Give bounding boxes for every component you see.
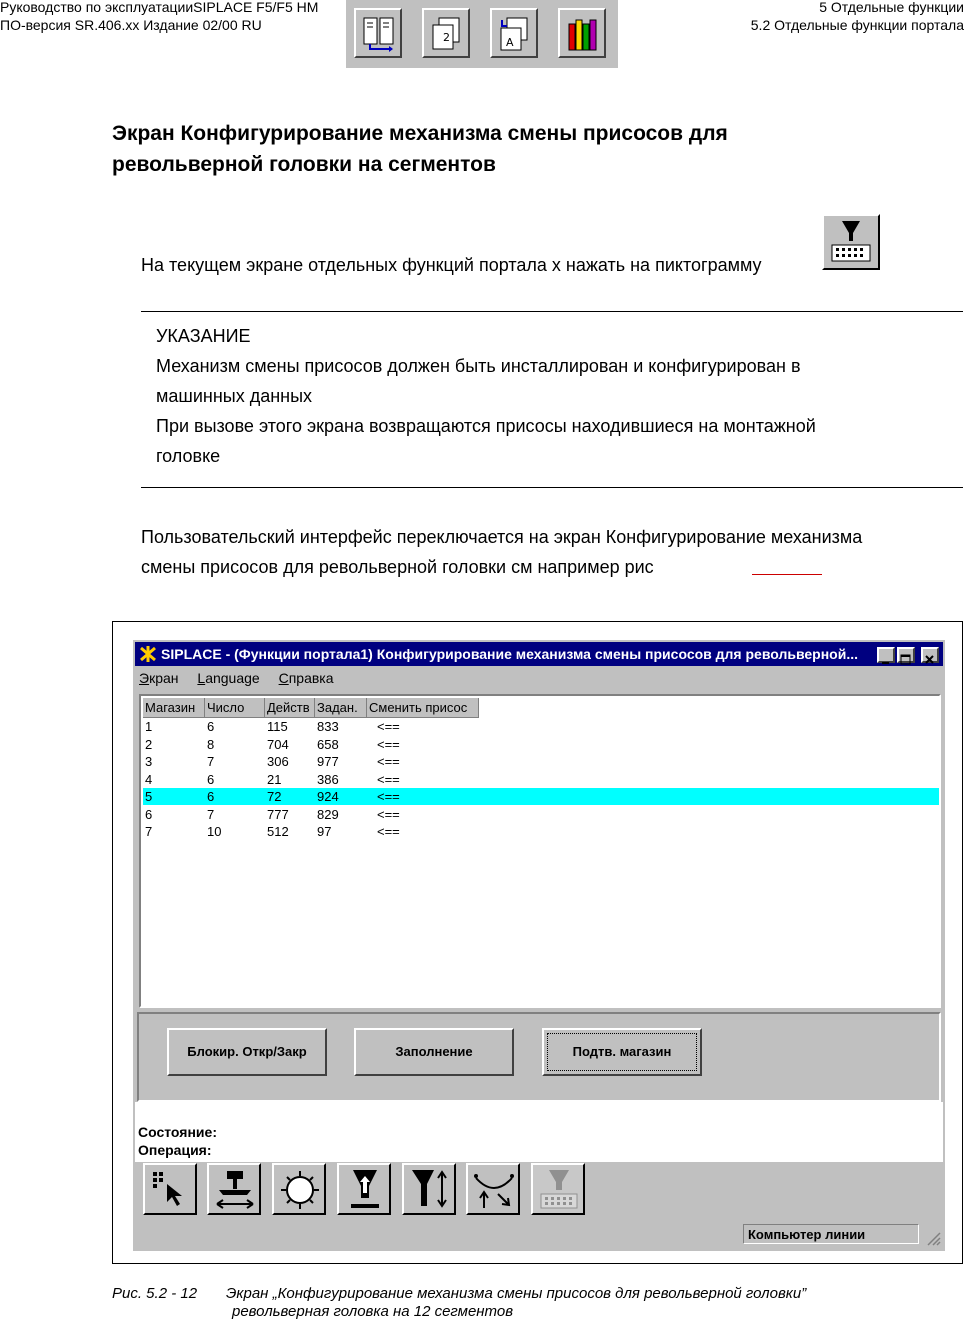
lock-toggle-button[interactable]: Блокир. Откр/Закр: [167, 1028, 327, 1076]
table-cell[interactable]: <==: [377, 806, 400, 822]
nozzle-up-button[interactable]: [337, 1163, 391, 1215]
table-row[interactable]: [143, 718, 939, 735]
table-cell: 924: [317, 789, 339, 804]
column-header-count[interactable]: Число: [205, 698, 265, 718]
table-cell: 7: [207, 754, 215, 769]
table-cell: 97: [317, 824, 332, 839]
table-cell: 7: [145, 824, 153, 839]
select-cursor-icon: [149, 1168, 193, 1212]
status-label: Состояние:: [138, 1124, 217, 1140]
table-cell: 5: [145, 789, 153, 804]
nozzle-up-icon: [343, 1168, 387, 1212]
table-cell[interactable]: <==: [377, 789, 400, 804]
note-line: машинных данных: [156, 386, 313, 406]
minimize-button[interactable]: [877, 647, 895, 663]
revolver-head-icon: [278, 1168, 322, 1212]
head-rotate-icon: [472, 1168, 516, 1212]
table-cell: 72: [267, 789, 282, 804]
table-cell: 512: [267, 824, 289, 839]
confirm-magazine-button[interactable]: Подтв. магазин: [542, 1028, 702, 1076]
table-row[interactable]: [143, 788, 939, 805]
figure-caption-text-line2: револьверная головка на 12 сегментов: [232, 1303, 514, 1320]
table-cell: 6: [145, 806, 153, 822]
note-line: При вызове этого экрана возвращаются присосы находившиеся на монтажной: [156, 416, 816, 436]
glossary-icon: [498, 16, 532, 52]
table-row[interactable]: [143, 753, 939, 770]
nozzle-changer-button[interactable]: [531, 1163, 585, 1215]
maximize-button[interactable]: [897, 647, 915, 663]
table-cell: 1: [145, 719, 153, 734]
column-header-magazine[interactable]: Магазин: [143, 698, 205, 718]
siplace-window: [133, 640, 945, 1251]
page-title: [112, 118, 728, 180]
page-title-line2: револьверной головки на сегментов: [112, 153, 496, 176]
body-paragraph: [141, 522, 862, 582]
table-cell[interactable]: <==: [377, 824, 400, 839]
window-titlebar[interactable]: [135, 642, 943, 666]
note-block: [156, 321, 816, 471]
note-line: головке: [156, 446, 221, 466]
library-icon: [566, 16, 600, 52]
nozzle-changer-icon: [537, 1168, 581, 1212]
column-header-actual[interactable]: Действ: [265, 698, 315, 718]
table-row[interactable]: [143, 823, 939, 840]
head-move-icon: [213, 1168, 257, 1212]
resize-grip-icon[interactable]: [925, 1230, 941, 1246]
note-bottom-rule: [141, 487, 963, 488]
note-line: Механизм смены присосов должен быть инсталлирован и конфигурирован в: [156, 356, 801, 376]
table-cell: 833: [317, 719, 339, 734]
nozzle-height-button[interactable]: [402, 1163, 456, 1215]
figure-caption-text: Экран „Конфигурирование механизма смены присосов для револьверной головки”: [226, 1285, 807, 1302]
menu-help[interactable]: Справка: [278, 670, 334, 686]
table-cell[interactable]: <==: [377, 736, 400, 752]
table-cell: 704: [267, 736, 289, 752]
minimize-icon: [879, 654, 893, 666]
note-title: УКАЗАНИЕ: [156, 326, 251, 346]
paragraph-line: Пользовательский интерфейс переключается на экран Конфигурирование механизма: [141, 527, 863, 547]
figure-link-placeholder[interactable]: [752, 574, 822, 575]
window-title: SIPLACE - (Функции портала1) Конфигурирование механизма смены присосов для револьверной...: [161, 646, 858, 662]
maximize-icon: [899, 654, 913, 666]
glossary-button[interactable]: [490, 8, 538, 58]
magazine-table: [139, 694, 941, 1008]
header-software-version: ПО-версия SR.406.xx Издание 02/00 RU: [0, 17, 262, 33]
close-button[interactable]: [921, 647, 939, 663]
table-cell: 829: [317, 806, 339, 822]
header-section: 5.2 Отдельные функции портала: [750, 17, 964, 33]
nozzle-changer-pictogram: [822, 214, 880, 270]
table-cell: 6: [207, 719, 215, 734]
page-index-icon: [430, 16, 464, 52]
nozzle-height-icon: [408, 1168, 452, 1212]
menu-bar: [139, 668, 349, 688]
svg-text:A: A: [506, 36, 514, 49]
column-header-target[interactable]: Задан.: [315, 698, 367, 718]
navigation-toolbar: [346, 0, 618, 68]
table-cell: 4: [145, 771, 153, 787]
table-cell: 6: [207, 789, 215, 804]
paragraph-line: смены присосов для револьверной головки см например рис: [141, 557, 654, 577]
table-cell: 977: [317, 754, 339, 769]
header-manual-title: Руководство по эксплуатацииSIPLACE F5/F5 HM: [0, 0, 319, 15]
page-title-line1: Экран Конфигурирование механизма смены присосов для: [112, 122, 728, 145]
table-cell: 3: [145, 754, 153, 769]
table-cell: 6: [207, 771, 215, 787]
table-cell: 10: [207, 824, 222, 839]
table-cell: 7: [207, 806, 215, 822]
header-chapter: 5 Отдельные функции: [819, 0, 964, 15]
page-index-button[interactable]: [422, 8, 470, 58]
table-row[interactable]: [143, 736, 939, 753]
table-cell: 21: [267, 771, 282, 787]
nozzle-changer-icon: [828, 219, 874, 265]
table-cell[interactable]: <==: [377, 719, 400, 734]
menu-language[interactable]: Language: [197, 670, 260, 686]
table-cell: 8: [207, 736, 215, 752]
column-header-change-nozzle[interactable]: Сменить присос: [367, 698, 479, 718]
fill-button[interactable]: Заполнение: [354, 1028, 514, 1076]
siplace-app-icon: [139, 646, 157, 662]
table-cell: 306: [267, 754, 289, 769]
instruction-text: На текущем экране отдельных функций портала x нажать на пиктограмму: [141, 255, 762, 275]
table-cell: 115: [267, 719, 288, 734]
head-rotate-button[interactable]: [466, 1163, 520, 1215]
operation-label: Операция:: [138, 1142, 212, 1158]
library-button[interactable]: [558, 8, 606, 58]
statusbar-line-computer: Компьютер линии: [743, 1224, 919, 1244]
table-cell: 2: [145, 736, 153, 752]
menu-screen[interactable]: Экран: [139, 670, 179, 686]
select-tool-button[interactable]: [143, 1163, 197, 1215]
table-row[interactable]: [143, 806, 939, 823]
figure-caption-label: Рис. 5.2 - 12: [112, 1285, 198, 1302]
note-top-rule: [141, 311, 963, 312]
table-cell: 777: [267, 806, 289, 822]
head-move-button[interactable]: [207, 1163, 261, 1215]
contents-icon: [362, 16, 396, 52]
revolver-head-button[interactable]: [272, 1163, 326, 1215]
table-cell: 386: [317, 771, 339, 787]
table-row[interactable]: [143, 771, 939, 788]
table-cell: 658: [317, 736, 339, 752]
svg-text:2: 2: [443, 31, 450, 44]
table-cell[interactable]: <==: [377, 771, 400, 787]
close-icon: [923, 654, 937, 666]
status-area: [135, 1102, 943, 1162]
table-cell[interactable]: <==: [377, 754, 400, 769]
contents-button[interactable]: [354, 8, 402, 58]
